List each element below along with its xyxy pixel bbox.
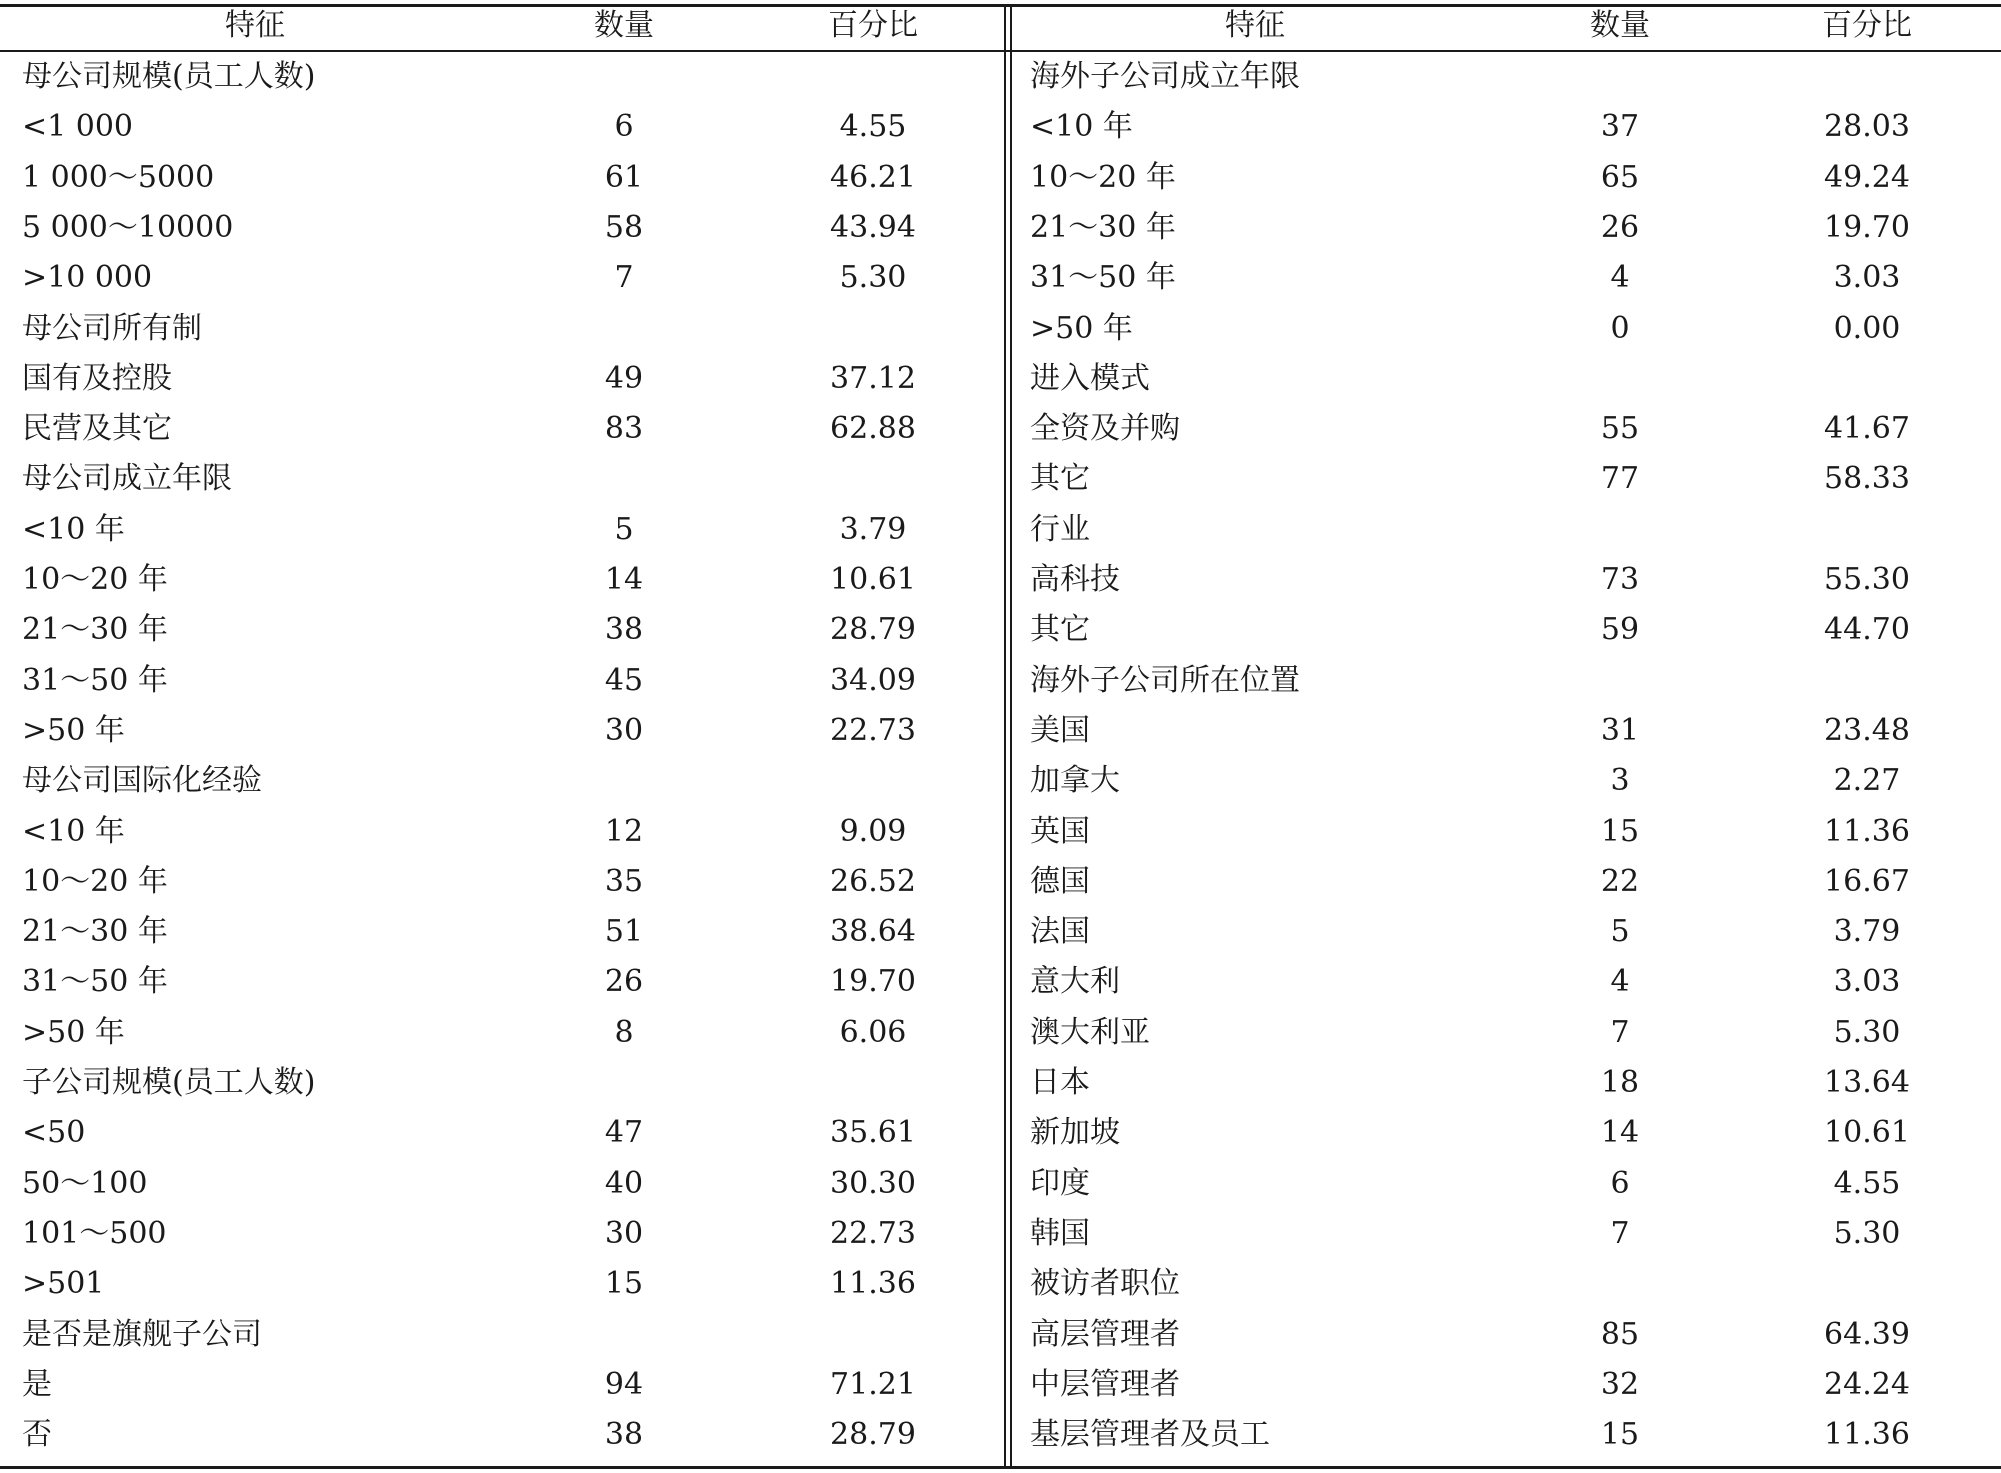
left-row-label: 5 000～10000	[22, 210, 234, 245]
left-row-percent: 10.61	[830, 562, 916, 597]
right-row-label: 新加坡	[1030, 1115, 1120, 1150]
right-row-count	[1520, 57, 1720, 97]
right-row-percent: 24.24	[1824, 1367, 1910, 1402]
right-row-count: 32	[1600, 1367, 1640, 1402]
right-row-label: 10～20 年	[1030, 160, 1176, 195]
left-row-count: 15	[604, 1266, 644, 1301]
left-row-percent: 4.55	[839, 109, 907, 144]
right-row-label: 基层管理者及员工	[1030, 1417, 1270, 1452]
right-row-percent: 19.70	[1824, 210, 1910, 245]
right-row-label: 印度	[1030, 1166, 1090, 1201]
left-row-label: 10～20 年	[22, 562, 168, 597]
left-row-count: 51	[604, 914, 644, 949]
right-row-count: 0	[1610, 311, 1630, 346]
left-row-label: 母公司国际化经验	[22, 763, 262, 798]
right-row-count: 77	[1600, 461, 1640, 496]
left-row-percent: 34.09	[830, 663, 916, 698]
right-row-count: 85	[1600, 1317, 1640, 1352]
right-row-label: <10 年	[1030, 109, 1133, 144]
left-row-count: 12	[604, 814, 644, 849]
left-row-label: 母公司成立年限	[22, 461, 232, 496]
left-row-count: 30	[604, 1216, 644, 1251]
header-feature-right: 特征	[1225, 8, 1285, 43]
right-row-percent: 4.55	[1833, 1166, 1901, 1201]
column-divider	[1010, 4, 1012, 1469]
left-row-label: 101～500	[22, 1216, 167, 1251]
left-row-count	[524, 57, 724, 97]
left-row-count	[524, 1315, 724, 1355]
right-row-count: 15	[1600, 814, 1640, 849]
right-row-count	[1520, 510, 1720, 550]
right-row-label: 英国	[1030, 814, 1090, 849]
right-row-percent: 41.67	[1824, 411, 1910, 446]
right-row-label: 日本	[1030, 1065, 1090, 1100]
left-row-count	[524, 761, 724, 801]
left-row-count: 83	[604, 411, 644, 446]
left-row-percent: 9.09	[839, 814, 907, 849]
left-row-percent: 46.21	[830, 160, 916, 195]
left-row-count: 49	[604, 361, 644, 396]
right-row-label: 被访者职位	[1030, 1266, 1180, 1301]
right-row-percent: 0.00	[1833, 311, 1901, 346]
left-row-label: <50	[22, 1115, 86, 1150]
header-count-right: 数量	[1590, 8, 1650, 43]
right-row-label: 德国	[1030, 864, 1090, 899]
right-row-count	[1520, 661, 1720, 701]
left-row-percent	[773, 57, 973, 97]
left-row-count: 38	[604, 1417, 644, 1452]
right-row-label: 21～30 年	[1030, 210, 1176, 245]
left-row-percent: 30.30	[830, 1166, 916, 1201]
left-row-count: 45	[604, 663, 644, 698]
right-row-percent	[1767, 359, 1967, 399]
right-row-label: 法国	[1030, 914, 1090, 949]
left-row-label: 10～20 年	[22, 864, 168, 899]
right-row-label: 高科技	[1030, 562, 1120, 597]
right-row-count: 7	[1610, 1015, 1630, 1050]
header-percent-left: 百分比	[828, 8, 918, 43]
left-row-percent: 43.94	[830, 210, 916, 245]
right-row-count: 65	[1600, 160, 1640, 195]
left-row-count: 5	[614, 512, 634, 547]
left-row-label: 是否是旗舰子公司	[22, 1317, 262, 1352]
right-row-label: 韩国	[1030, 1216, 1090, 1251]
left-row-count: 61	[604, 160, 644, 195]
left-row-percent: 38.64	[830, 914, 916, 949]
left-row-percent: 28.79	[830, 1417, 916, 1452]
right-row-percent	[1767, 661, 1967, 701]
right-row-label: 全资及并购	[1030, 411, 1180, 446]
left-row-label: >50 年	[22, 713, 125, 748]
left-row-label: 母公司所有制	[22, 311, 202, 346]
right-row-percent: 28.03	[1824, 109, 1910, 144]
left-row-percent	[773, 1315, 973, 1355]
left-row-label: 是	[22, 1367, 52, 1402]
left-row-percent: 62.88	[830, 411, 916, 446]
right-row-percent: 64.39	[1824, 1317, 1910, 1352]
left-row-count: 40	[604, 1166, 644, 1201]
left-row-count: 7	[614, 260, 634, 295]
right-row-label: 中层管理者	[1030, 1367, 1180, 1402]
right-row-percent: 13.64	[1824, 1065, 1910, 1100]
left-row-percent: 3.79	[839, 512, 907, 547]
left-row-label: 国有及控股	[22, 361, 172, 396]
right-row-count: 31	[1600, 713, 1640, 748]
right-row-percent: 3.03	[1833, 964, 1901, 999]
left-row-label: 21～30 年	[22, 914, 168, 949]
left-row-label: <1 000	[22, 109, 134, 144]
right-row-count: 6	[1610, 1166, 1630, 1201]
right-row-count: 5	[1610, 914, 1630, 949]
right-row-percent: 44.70	[1824, 612, 1910, 647]
right-row-count: 3	[1610, 763, 1630, 798]
left-row-count: 30	[604, 713, 644, 748]
left-row-label: 50～100	[22, 1166, 148, 1201]
left-row-count: 38	[604, 612, 644, 647]
left-row-label: >501	[22, 1266, 105, 1301]
right-row-count: 15	[1600, 1417, 1640, 1452]
right-row-percent: 5.30	[1833, 1015, 1901, 1050]
left-row-label: 子公司规模(员工人数)	[22, 1065, 316, 1100]
left-row-count: 47	[604, 1115, 644, 1150]
left-row-label: 31～50 年	[22, 964, 168, 999]
left-row-label: 民营及其它	[22, 411, 172, 446]
right-row-percent: 3.03	[1833, 260, 1901, 295]
right-row-count: 7	[1610, 1216, 1630, 1251]
right-row-percent: 3.79	[1833, 914, 1901, 949]
right-row-percent: 2.27	[1833, 763, 1901, 798]
right-row-count: 73	[1600, 562, 1640, 597]
table-header-rule	[0, 50, 2001, 52]
left-row-percent: 71.21	[830, 1367, 916, 1402]
right-row-count: 22	[1600, 864, 1640, 899]
header-feature-left: 特征	[225, 8, 285, 43]
left-row-percent	[773, 309, 973, 349]
right-row-label: 加拿大	[1030, 763, 1120, 798]
left-row-percent: 19.70	[830, 964, 916, 999]
right-row-label: 31～50 年	[1030, 260, 1176, 295]
left-row-percent: 6.06	[839, 1015, 907, 1050]
right-row-label: 海外子公司所在位置	[1030, 663, 1300, 698]
right-row-percent: 11.36	[1824, 1417, 1910, 1452]
left-row-count	[524, 309, 724, 349]
right-row-percent: 11.36	[1824, 814, 1910, 849]
left-row-label: 31～50 年	[22, 663, 168, 698]
right-row-label: 其它	[1030, 612, 1090, 647]
left-row-percent: 22.73	[830, 1216, 916, 1251]
left-row-label: >10 000	[22, 260, 153, 295]
right-row-percent: 58.33	[1824, 461, 1910, 496]
right-row-label: 其它	[1030, 461, 1090, 496]
left-row-percent: 26.52	[830, 864, 916, 899]
left-row-percent: 37.12	[830, 361, 916, 396]
right-row-label: 海外子公司成立年限	[1030, 59, 1300, 94]
right-row-label: 意大利	[1030, 964, 1120, 999]
left-row-label: 1 000～5000	[22, 160, 215, 195]
left-row-percent	[773, 459, 973, 499]
left-row-label: 否	[22, 1417, 52, 1452]
right-row-count	[1520, 1264, 1720, 1304]
right-row-percent	[1767, 510, 1967, 550]
left-row-count: 26	[604, 964, 644, 999]
left-row-percent: 11.36	[830, 1266, 916, 1301]
left-row-percent: 28.79	[830, 612, 916, 647]
right-row-label: 澳大利亚	[1030, 1015, 1150, 1050]
table-bottom-rule	[0, 1466, 2001, 1469]
right-row-count	[1520, 359, 1720, 399]
left-row-count: 58	[604, 210, 644, 245]
left-row-label: 21～30 年	[22, 612, 168, 647]
right-row-percent: 16.67	[1824, 864, 1910, 899]
right-row-count: 59	[1600, 612, 1640, 647]
header-percent-right: 百分比	[1822, 8, 1912, 43]
right-row-label: 进入模式	[1030, 361, 1150, 396]
left-row-count: 6	[614, 109, 634, 144]
right-row-percent: 49.24	[1824, 160, 1910, 195]
left-row-count: 14	[604, 562, 644, 597]
left-row-percent	[773, 1063, 973, 1103]
right-row-label: >50 年	[1030, 311, 1133, 346]
left-row-count: 8	[614, 1015, 634, 1050]
left-row-count	[524, 459, 724, 499]
right-row-percent: 55.30	[1824, 562, 1910, 597]
right-row-percent: 5.30	[1833, 1216, 1901, 1251]
right-row-count: 4	[1610, 260, 1630, 295]
left-row-percent: 22.73	[830, 713, 916, 748]
left-row-label: <10 年	[22, 814, 125, 849]
right-row-label: 高层管理者	[1030, 1317, 1180, 1352]
left-row-percent: 5.30	[839, 260, 907, 295]
left-row-label: >50 年	[22, 1015, 125, 1050]
left-row-count: 94	[604, 1367, 644, 1402]
right-row-percent	[1767, 57, 1967, 97]
right-row-count: 18	[1600, 1065, 1640, 1100]
left-row-label: <10 年	[22, 512, 125, 547]
header-count-left: 数量	[594, 8, 654, 43]
right-row-count: 37	[1600, 109, 1640, 144]
left-row-count: 35	[604, 864, 644, 899]
left-row-percent	[773, 761, 973, 801]
right-row-percent: 10.61	[1824, 1115, 1910, 1150]
left-row-percent: 35.61	[830, 1115, 916, 1150]
left-row-count	[524, 1063, 724, 1103]
right-row-percent	[1767, 1264, 1967, 1304]
left-row-label: 母公司规模(员工人数)	[22, 59, 316, 94]
right-row-count: 26	[1600, 210, 1640, 245]
right-row-label: 美国	[1030, 713, 1090, 748]
right-row-count: 55	[1600, 411, 1640, 446]
column-divider	[1004, 4, 1006, 1469]
right-row-count: 4	[1610, 964, 1630, 999]
right-row-count: 14	[1600, 1115, 1640, 1150]
right-row-percent: 23.48	[1824, 713, 1910, 748]
right-row-label: 行业	[1030, 512, 1090, 547]
